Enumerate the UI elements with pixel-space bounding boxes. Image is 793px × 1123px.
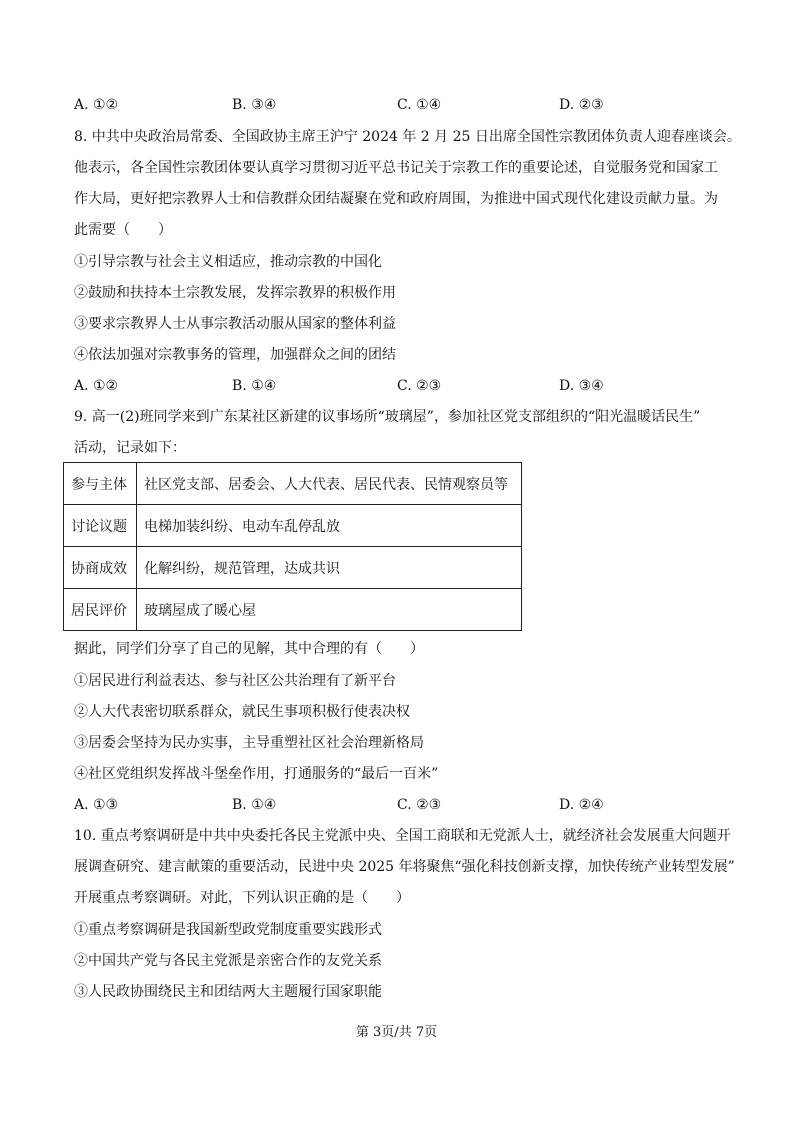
q7-option-a: A. ①② [74,97,119,113]
table-value-cell: 社区党支部、居委会、人大代表、居民代表、民情观察员等 [137,463,522,505]
table-key-cell: 讨论议题 [64,505,137,547]
q9-item-4: ④社区党组织发挥战斗堡垒作用，打通服务的“最后一百米” [74,766,439,782]
q9-record-table [63,462,522,631]
q8-stem-line-3: 作大局，更好把宗教界人士和信教群众团结凝聚在党和政府周围，为推进中国式现代化建设贡献力量。为 [74,191,718,207]
q7-option-c: C. ①④ [397,97,442,113]
q7-options [74,97,714,113]
table-row [64,589,522,631]
q10-stem-line-1: 10. 重点考察调研是中共中央委托各民主党派中央、全国工商联和无党派人士，就经济社会发展重大问题开 [74,828,731,844]
q8-item-3: ③要求宗教界人士从事宗教活动服从国家的整体利益 [74,316,396,332]
table-key-cell: 居民评价 [64,589,137,631]
q9-item-3: ③居委会坚持为民办实事，主导重塑社区社会治理新格局 [74,735,424,751]
q9-item-2: ②人大代表密切联系群众，就民生事项积极行使表决权 [74,704,410,720]
table-row [64,547,522,589]
q9-stem-line-1: 9. 高一(2)班同学来到广东某社区新建的议事场所“玻璃屋”，参加社区党支部组织的“阳光温暖话民生” [74,409,701,425]
q8-option-d: D. ③④ [559,378,604,394]
q9-option-a: A. ①③ [74,797,119,813]
q10-item-2: ②中国共产党与各民主党派是亲密合作的友党关系 [74,953,382,969]
table-key-cell: 协商成效 [64,547,137,589]
q8-item-4: ④依法加强对宗教事务的管理，加强群众之间的团结 [74,347,396,363]
q10-item-1: ①重点考察调研是我国新型政党制度重要实践形式 [74,922,382,938]
q9-option-c: C. ②③ [397,797,442,813]
q8-option-a: A. ①② [74,378,119,394]
table-key-cell: 参与主体 [64,463,137,505]
q10-item-3: ③人民政协围绕民主和团结两大主题履行国家职能 [74,984,382,1000]
q8-stem-line-1: 8. 中共中央政治局常委、全国政协主席王沪宁 2024 年 2 月 25 日出席全国性宗教团体负责人迎春座谈会。 [74,129,741,145]
q7-option-d: D. ②③ [559,97,604,113]
q8-stem-line-2: 他表示，各全国性宗教团体要认真学习贯彻习近平总书记关于宗教工作的重要论述，自觉服务党和国家工 [74,160,718,176]
q9-option-d: D. ②④ [559,797,604,813]
q10-stem-line-2: 展调查研究、建言献策的重要活动，民进中央 2025 年将聚焦“强化科技创新支撑，加快传统产业转型发展” [74,859,735,875]
q8-stem-line-4: 此需要（ ） [74,222,172,238]
page-number-footer: 第 3页/共 7页 [355,1025,438,1040]
q8-option-b: B. ①④ [232,378,277,394]
table-value-cell: 化解纠纷，规范管理，达成共识 [137,547,522,589]
q8-item-2: ②鼓励和扶持本土宗教发展，发挥宗教界的积极作用 [74,285,396,301]
q8-option-c: C. ②③ [397,378,442,394]
table-value-cell: 玻璃屋成了暖心屋 [137,589,522,631]
q8-options [74,378,714,394]
q9-option-b: B. ①④ [232,797,277,813]
table-value-cell: 电梯加装纠纷、电动车乱停乱放 [137,505,522,547]
q10-stem-line-3: 开展重点考察调研。对此，下列认识正确的是（ ） [74,890,410,906]
q9-options [74,797,714,813]
q9-stem-line-2: 活动，记录如下： [74,440,186,456]
q9-question: 据此，同学们分享了自己的见解，其中合理的有（ ） [74,641,424,657]
table-row [64,505,522,547]
q9-item-1: ①居民进行利益表达、参与社区公共治理有了新平台 [74,673,396,689]
table-row [64,463,522,505]
q8-item-1: ①引导宗教与社会主义相适应，推动宗教的中国化 [74,254,382,270]
q7-option-b: B. ③④ [232,97,277,113]
